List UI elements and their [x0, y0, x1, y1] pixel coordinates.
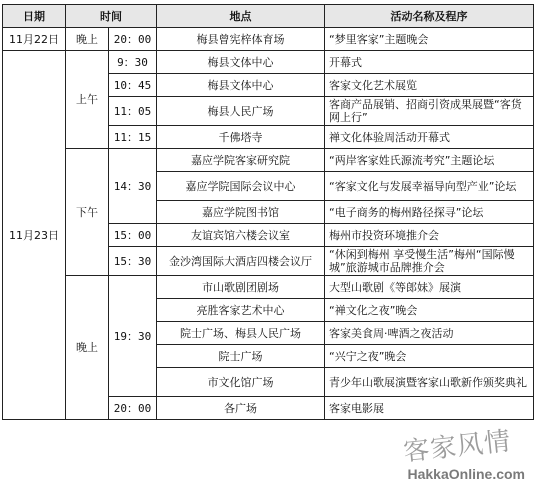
- event-cell: “电子商务的梅州路径探寻”论坛: [325, 201, 534, 224]
- event-cell: 大型山歌剧《等郎妹》展演: [325, 276, 534, 299]
- event-cell: “客家文化与发展幸福导向型产业”论坛: [325, 172, 534, 201]
- watermark-site: HakkaOnline.com: [407, 466, 525, 482]
- event-cell: 青少年山歌展演暨客家山歌新作颁奖典礼: [325, 368, 534, 397]
- place-cell: 梅县人民广场: [157, 97, 325, 126]
- place-cell: 市文化馆广场: [157, 368, 325, 397]
- event-cell: “禅文化之夜”晚会: [325, 299, 534, 322]
- place-cell: 友谊宾馆六楼会议室: [157, 224, 325, 247]
- place-cell: 院士广场: [157, 345, 325, 368]
- event-cell: 客家美食周·啤酒之夜活动: [325, 322, 534, 345]
- header-date: 日期: [3, 5, 66, 28]
- time-cell: 19：30: [109, 276, 157, 397]
- time-cell: 9：30: [109, 51, 157, 74]
- event-cell: 客家文化艺术展览: [325, 74, 534, 97]
- table-row: [3, 276, 534, 299]
- place-cell: 院士广场、梅县人民广场: [157, 322, 325, 345]
- event-cell: “梦里客家”主题晚会: [325, 28, 534, 51]
- table-row: [3, 149, 534, 172]
- table-header-row: [3, 5, 534, 28]
- period-cell: 晚上: [66, 276, 109, 420]
- time-cell: 11：15: [109, 126, 157, 149]
- place-cell: 梅县文体中心: [157, 74, 325, 97]
- time-cell: 14：30: [109, 149, 157, 224]
- place-cell: 嘉应学院图书馆: [157, 201, 325, 224]
- time-cell: 15：00: [109, 224, 157, 247]
- date-cell: 11月22日: [3, 28, 66, 51]
- time-cell: 11：05: [109, 97, 157, 126]
- event-cell: 开幕式: [325, 51, 534, 74]
- event-cell: “两岸客家姓氏源流考究”主题论坛: [325, 149, 534, 172]
- watermark-calligraphy: 客家风情: [401, 426, 513, 468]
- event-cell: “休闲到梅州 享受慢生活”梅州“国际慢城”旅游城市品牌推介会: [325, 247, 534, 276]
- time-cell: 20：00: [109, 28, 157, 51]
- place-cell: 市山歌剧团剧场: [157, 276, 325, 299]
- place-cell: 嘉应学院客家研究院: [157, 149, 325, 172]
- place-cell: 千佛塔寺: [157, 126, 325, 149]
- period-cell: 晚上: [66, 28, 109, 51]
- watermark: [387, 426, 529, 482]
- event-cell: 禅文化体验周活动开幕式: [325, 126, 534, 149]
- table-row: [3, 51, 534, 74]
- header-event: 活动名称及程序: [325, 5, 534, 28]
- event-schedule-table: [2, 4, 534, 420]
- time-cell: 15：30: [109, 247, 157, 276]
- event-cell: “兴宁之夜”晚会: [325, 345, 534, 368]
- place-cell: 梅县文体中心: [157, 51, 325, 74]
- header-time: 时间: [66, 5, 157, 28]
- event-cell: 客商产品展销、招商引资成果展暨“客货网上行”: [325, 97, 534, 126]
- header-place: 地点: [157, 5, 325, 28]
- event-cell: 梅州市投资环境推介会: [325, 224, 534, 247]
- event-cell: 客家电影展: [325, 397, 534, 420]
- place-cell: 金沙湾国际大酒店四楼会议厅: [157, 247, 325, 276]
- table-row: [3, 28, 534, 51]
- date-cell: 11月23日: [3, 51, 66, 420]
- place-cell: 亮胜客家艺术中心: [157, 299, 325, 322]
- time-cell: 20：00: [109, 397, 157, 420]
- place-cell: 嘉应学院国际会议中心: [157, 172, 325, 201]
- place-cell: 梅县曾宪梓体育场: [157, 28, 325, 51]
- time-cell: 10：45: [109, 74, 157, 97]
- period-cell: 上午: [66, 51, 109, 149]
- period-cell: 下午: [66, 149, 109, 276]
- place-cell: 各广场: [157, 397, 325, 420]
